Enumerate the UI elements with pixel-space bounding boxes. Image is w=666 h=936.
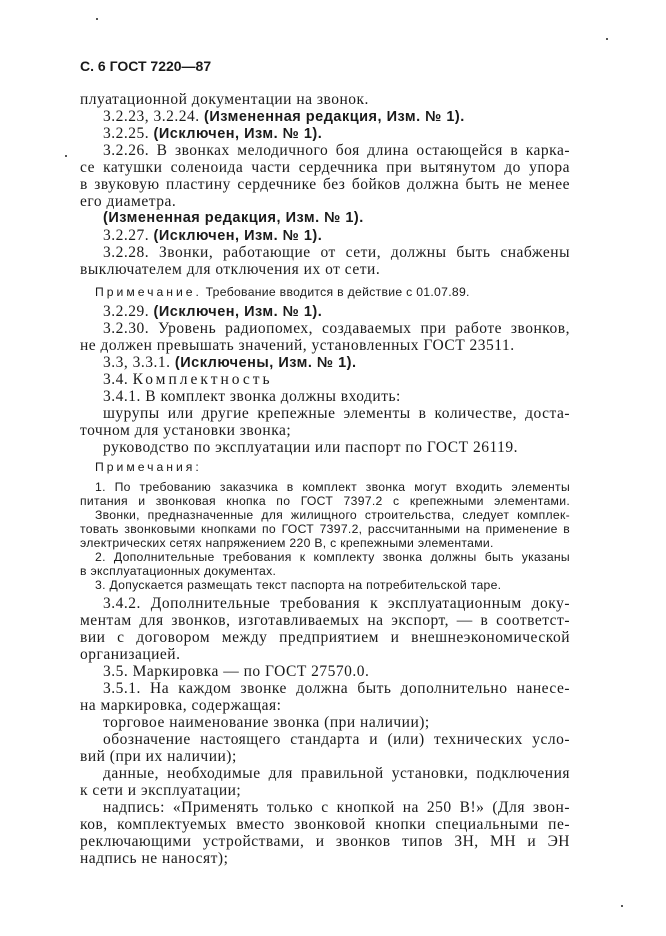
text-line: 3.2.30. Уровень радиопомех, создаваемых при работе звонков, [103, 320, 570, 337]
text-line: 3.2.28. Звонки, работающие от сети, должны быть снабжены [103, 244, 570, 261]
note-line: 1. По требованию заказчика в комплект звонка могут входить элементы [95, 480, 570, 494]
text-line: на маркировка, содержащая: [80, 697, 282, 714]
text-line: шурупы или другие крепежные элементы в количестве, доста- [103, 405, 570, 422]
note-line: электрических сетях напряжением 220 В, с крепежными элементами. [80, 536, 494, 550]
text-line: 3.5.1. На каждом звонке должна быть дополнительно нанесе- [103, 680, 570, 697]
text-line: к сети и эксплуатации; [80, 782, 242, 799]
note-line: питания и звонковая кнопка по ГОСТ 7397.2 с крепежными элементами. [80, 494, 570, 508]
text-line: 3.5. Маркировка — по ГОСТ 27570.0. [103, 663, 370, 680]
text-line: точном для установки звонка; [80, 422, 292, 439]
text-line: надпись не наносят); [80, 850, 229, 867]
text-line: вии с договором между предприятием и внешнеэкономической [80, 629, 570, 646]
text-line: плуатационной документации на звонок. [80, 91, 369, 108]
note-line: 2. Дополнительные требования к комплекту звонка должны быть указаны [95, 550, 570, 564]
text-line: ментам для звонков, изготавливаемых на экспорт, — в соответст- [80, 612, 570, 629]
text-line: в звуковую пластину сердечнике без бойков должна быть не менее [80, 176, 570, 193]
notes-title: Примечания: [95, 460, 202, 474]
text-line: обозначение настоящего стандарта и (или) технических усло- [103, 731, 570, 748]
text-line: надпись: «Применять только с кнопкой на 250 В!» (Для звон- [103, 799, 570, 816]
scan-speck [606, 38, 608, 40]
text-line: (Измененная редакция, Изм. № 1). [103, 210, 364, 226]
note-line: товать звонковыми кнопками по ГОСТ 7397.2, рассчитанными на применение в [80, 522, 570, 536]
text-line: выключателем для отключения их от сети. [80, 261, 381, 278]
text-line: данные, необходимые для правильной установки, подключения [103, 765, 570, 782]
text-line: 3.2.23, 3.2.24. (Измененная редакция, Изм. № 1). [103, 108, 465, 125]
note-line: 3. Допускается размещать текст паспорта на потребительской таре. [95, 578, 502, 592]
scan-speck [96, 18, 98, 20]
text-line: ков, комплектуемых вместо звонковой кнопки специальными пе- [80, 816, 570, 833]
scan-speck [621, 905, 623, 907]
text-line: 3.2.25. (Исключен, Изм. № 1). [103, 125, 323, 142]
scan-speck [65, 155, 67, 157]
text-line: реключающими устройствами, и звонков типов ЗН, МН и ЭН [80, 833, 570, 850]
text-line: руководство по эксплуатации или паспорт по ГОСТ 26119. [103, 439, 519, 456]
text-line: не должен превышать значений, установленных ГОСТ 23511. [80, 337, 515, 354]
note-line: в эксплуатационных документах. [80, 564, 277, 578]
text-line: 3.2.27. (Исключен, Изм. № 1). [103, 227, 323, 244]
text-line: 3.4.1. В комплект звонка должны входить: [103, 388, 401, 405]
text-line: его диаметра. [80, 193, 177, 210]
text-line: 3.2.29. (Исключен, Изм. № 1). [103, 303, 323, 320]
text-line: вий (при их наличии); [80, 748, 237, 765]
note: Примечание. Требование вводится в действие с 01.07.89. [95, 285, 470, 299]
text-line: торговое наименование звонка (при наличии); [103, 714, 430, 731]
note-line: Звонки, предназначенные для жилищного строительства, следует комплек- [95, 508, 570, 522]
text-line: 3.3, 3.3.1. (Исключены, Изм. № 1). [103, 354, 357, 371]
page-header: С. 6 ГОСТ 7220—87 [80, 58, 212, 74]
text-line: се катушки соленоида части сердечника при вытянутом до упора [80, 159, 570, 176]
text-line: 3.4.2. Дополнительные требования к эксплуатационным доку- [103, 595, 570, 612]
text-line: организацией. [80, 646, 181, 663]
text-line: 3.2.26. В звонках мелодичного боя длина остающейся в карка- [103, 142, 570, 159]
section-heading: 3.4. Комплектность [103, 371, 273, 388]
